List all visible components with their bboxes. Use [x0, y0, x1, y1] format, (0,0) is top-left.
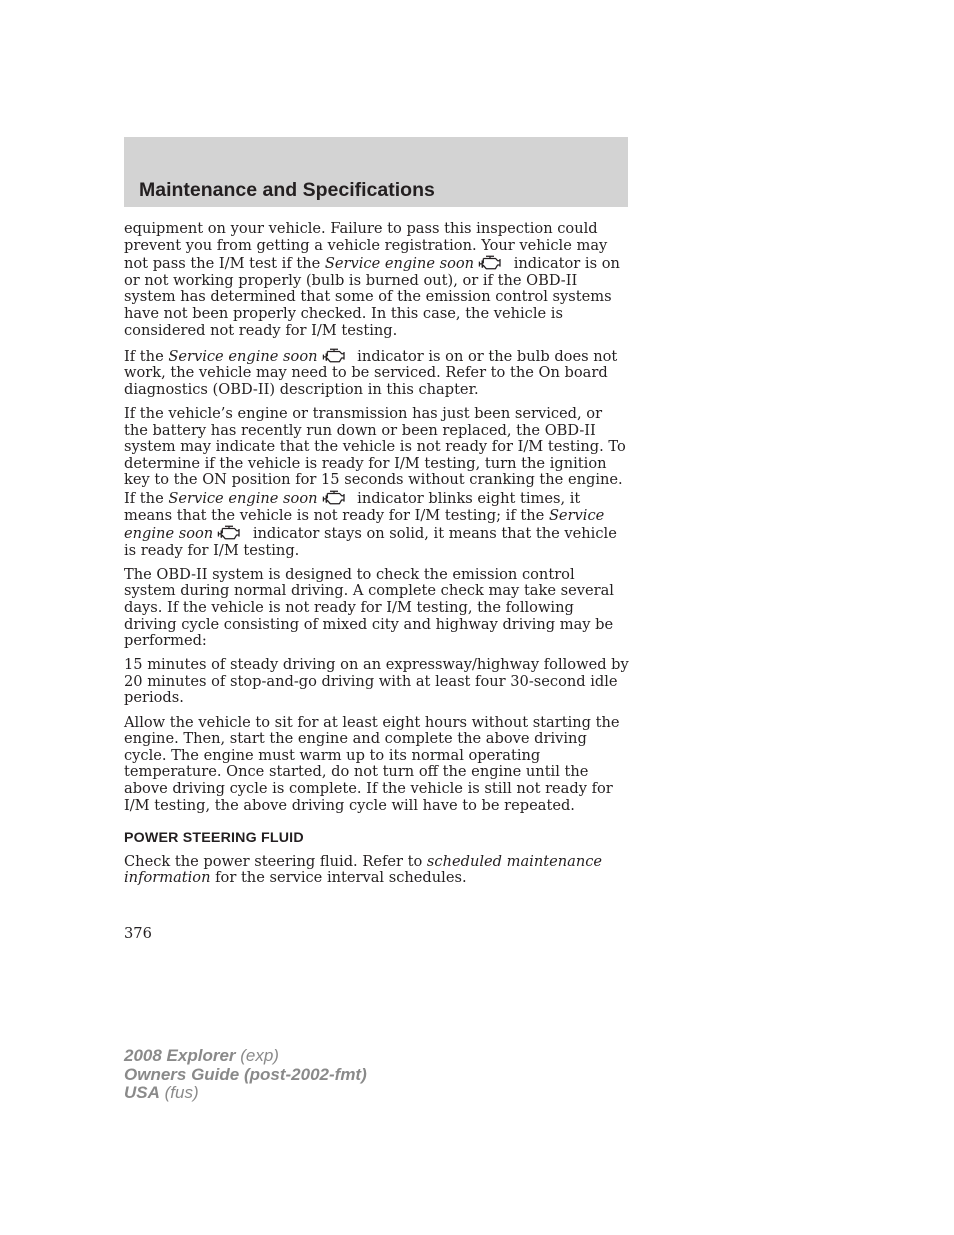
power-steering-fluid-heading: POWER STEERING FLUID	[124, 830, 304, 847]
page-number: 376	[124, 925, 152, 942]
paragraph-1: equipment on your vehicle. Failure to pass this inspection could prevent you from getting a vehicle registration. Your vehicle may not pass the I/M test if the Service engine soon indicator is on or not working properly (bulb is burned out), or if the OBD-II system has determined that some of the emission control systems have not been properly checked. In this case, the vehicle is considered not ready for I/M testing.	[124, 220, 620, 339]
service-engine-soon-term: Service engine soon	[324, 255, 475, 273]
footer-line-3: USA (fus)	[124, 1083, 199, 1103]
paragraph-3: If the vehicle’s engine or transmission has just been serviced, or the battery has recently run down or been replaced, the OBD-II system may indicate that the vehicle is not ready for I/M testing. To determine if the vehicle is ready for I/M testing, turn the ignition key to the ON position for 15 seconds without cranking the engine. If the Service engine soon indicator blinks eight times, it means that the vehicle is not ready for I/M testing; if the Service engine soon indicator stays on solid, it means that the vehicle is ready for I/M testing.	[124, 404, 626, 559]
check-engine-icon	[216, 524, 244, 541]
service-engine-soon-term: Service engine soon	[168, 489, 318, 507]
service-engine-soon-term: Service engine soon	[168, 347, 318, 365]
scheduled-maintenance-reference: scheduled maintenance information	[124, 852, 603, 887]
service-engine-soon-term: Service engine soon	[124, 506, 605, 543]
page-content	[124, 221, 630, 894]
section-header-band	[124, 137, 628, 207]
paragraph-6: Allow the vehicle to sit for at least eight hours without starting the engine. Then, start the engine and complete the above driving cycle. The engine must warm up to its normal operating temperature. Once started, do not turn off the engine until the above driving cycle is complete. If the vehicle is still not ready for I/M testing, the above driving cycle will have to be repeated.	[124, 713, 620, 814]
document-footer	[124, 1047, 367, 1103]
footer-line-2: Owners Guide (post-2002-fmt)	[124, 1064, 367, 1084]
check-engine-icon	[477, 254, 505, 271]
check-engine-icon	[321, 347, 349, 364]
paragraph-4: The OBD-II system is designed to check the emission control system during normal driving. A complete check may take several days. If the vehicle is not ready for I/M testing, the following driving cycle consisting of mixed city and highway driving may be performed:	[124, 565, 614, 650]
paragraph-7: Check the power steering fluid. Refer to scheduled maintenance information for the service interval schedules.	[124, 852, 603, 887]
footer-line-1: 2008 Explorer (exp)	[124, 1046, 279, 1065]
paragraph-5: 15 minutes of steady driving on an expressway/highway followed by 20 minutes of stop-and-go driving with at least four 30-second idle periods.	[124, 656, 629, 707]
check-engine-icon	[321, 489, 349, 506]
section-title: Maintenance and Specifications	[139, 179, 435, 201]
paragraph-2: If the Service engine soon indicator is on or the bulb does not work, the vehicle may need to be serviced. Refer to the On board diagnostics (OBD-II) description in this chapter.	[124, 347, 618, 398]
